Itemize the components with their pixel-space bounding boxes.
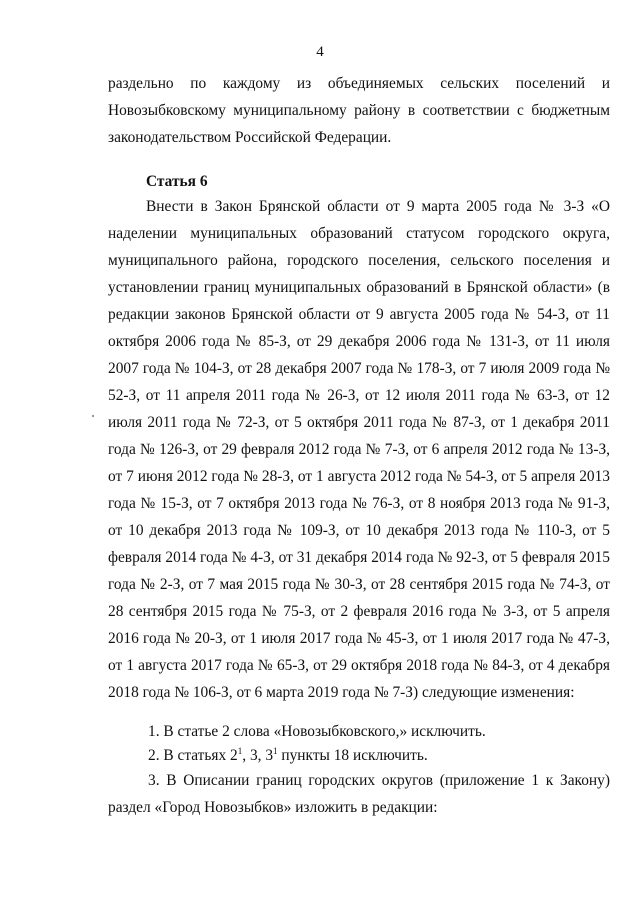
article-body-paragraph: Внести в Закон Брянской области от 9 марта 2005 года № 3-З «О наделении муниципальных образований статусом городского округа, муниципального района, городского поселения, сельского поселения и установлении границ муниципальных образований в Брянской области» (в редакции законов Брянской области от 9 августа 2005 года № 54-З, от 11 октября 2006 года № 85-З, от 29 декабря 2006 года № 131-З, от 11 июля 2007 года № 104-З, от 28 декабря 2007 года № 178-З, от 7 июля 2009 года № 52-З, от 11 апреля 2011 года № 26-З, от 12 июля 2011 года № 63-З, от 12 июля 2011 года № 72-З, от 5 октября 2011 года № 87-З, от 1 декабря 2011 года № 126-З, от 29 февраля 2012 года № 7-З, от 6 апреля 2012 года № 13-З, от 7 июня 2012 года № 28-З, от 1 августа 2012 года № 54-З, от 5 апреля 2013 года № 15-З, от 7 октября 2013 года № 76-З, от 8 ноября 2013 года № 91-З, от 10 декабря 2013 года № 109-З, от 10 декабря 2013 года № 110-З, от 5 февраля 2014 года № 4-З, от 31 декабря 2014 года № 92-З, от 5 февраля 2015 года № 2-З, от 7 мая 2015 года № 30-З, от 28 сентября 2015 года № 74-З, от 28 сентября 2015 года № 75-З, от 2 февраля 2016 года № 3-З, от 5 апреля 2016 года № 20-З, от 1 июля 2017 года № 45-З, от 1 июля 2017 года № 47-З, от 1 августа 2017 года № 65-З, от 29 октября 2018 года № 84-З, от 4 декабря 2018 года № 106-З, от 6 марта 2019 года № 7-З) следующие изменения: <box>108 198 610 701</box>
item2-superscript-1: 1 <box>237 745 243 756</box>
amendment-item-2 <box>148 746 428 766</box>
item2-superscript-2: 1 <box>273 745 278 756</box>
item2-middle: , 3, 3 <box>242 747 274 764</box>
amendment-item-3: 3. В Описании границ городских округов (приложение 1 к Закону) раздел «Город Новозыбков» изложить в редакции: <box>108 772 610 816</box>
margin-mark <box>92 415 94 417</box>
item2-prefix: 2. В статьях 2 <box>148 747 238 764</box>
paragraph-continuation: раздельно по каждому из объединяемых сельских поселений и Новозыбковскому муниципальному району в соответствии с бюджетным законодательством Российской Федерации. <box>108 75 610 146</box>
item2-suffix: пункты 18 исключить. <box>277 747 428 764</box>
article-heading: Статья 6 <box>146 173 208 190</box>
page-number: 4 <box>316 44 324 60</box>
amendment-item-1: 1. В статье 2 слова «Новозыбковского,» исключить. <box>148 723 486 740</box>
